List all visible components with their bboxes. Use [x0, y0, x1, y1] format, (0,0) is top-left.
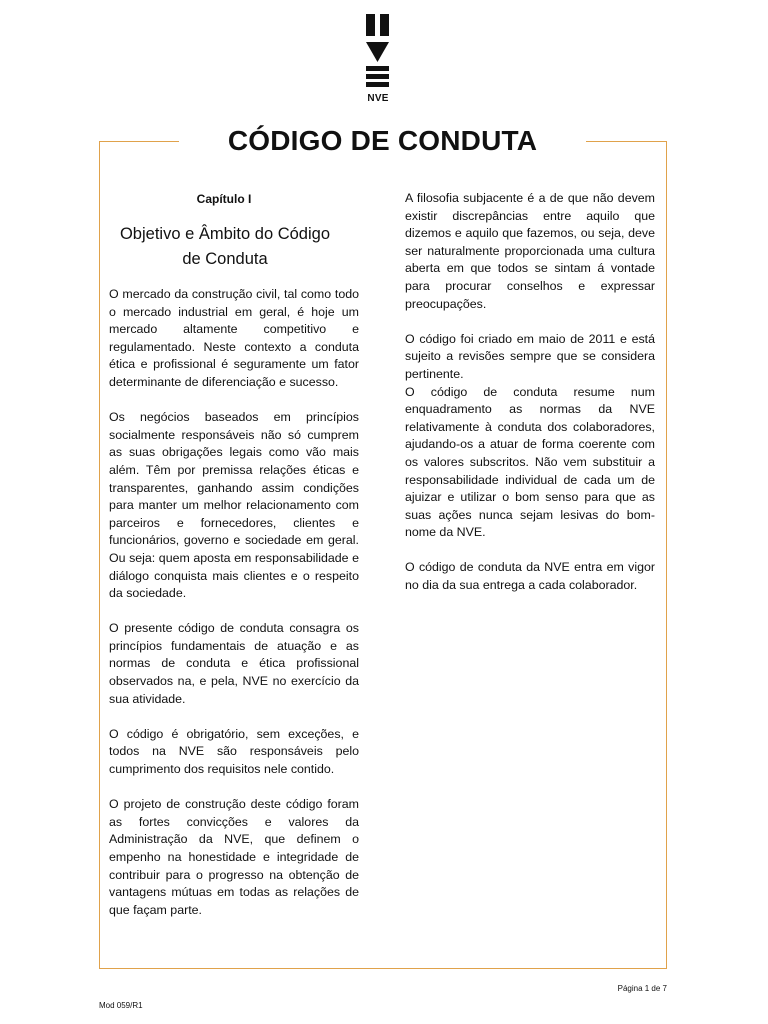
section-heading [109, 222, 359, 272]
right-column [405, 190, 655, 612]
paragraph: O presente código de conduta consagra os princípios fundamentais de atuação e as normas de conduta e ética profissional observados na, e pela, NVE no exercício da sua atividade. [109, 621, 359, 706]
paragraph: A filosofia subjacente é a de que não devem existir discrepâncias entre aquilo que dizemos e aquilo que fazemos, ou seja, deve ser naturalmente proporcionada uma cultura aberta em que todos se sintam á vontade para procurar conselhos e expressar preocupações. [405, 191, 655, 311]
logo-text: NVE [367, 93, 389, 104]
paragraph: O código foi criado em maio de 2011 e está sujeito a revisões sempre que se considera pertinente. [405, 331, 655, 381]
document-title: CÓDIGO DE CONDUTA [227, 125, 538, 156]
frame-top-right-rule [586, 141, 667, 142]
paragraph: Os negócios baseados em princípios socialmente responsáveis não só cumprem as suas obrigações legais como vão mais além. Têm por premissa relações éticas e transparentes, ganhando assim condições para manter um melhor relacionamento com parceiros e fornecedores, clientes e funcionários, governo e sociedade em geral. Ou seja: quem aposta em responsabilidade e diálogo conquista mais clientes e o respeito da sociedade. [109, 410, 359, 601]
nve-logo-icon [364, 14, 392, 94]
paragraph: O código de conduta da NVE entra em vigor no dia da sua entrega a cada colaborador. [405, 560, 655, 593]
form-code: Mod 059/R1 [99, 1001, 143, 1010]
paragraph: O projeto de construção deste código foram as fortes convicções e valores da Administração da NVE, que definem o empenho na honestidade e integridade de contribuir para o progresso na obtenção de vantagens mútuas em todas as relações de que façam parte. [109, 797, 359, 917]
section-heading-line-1: Objetivo e Âmbito do Código [119, 225, 331, 243]
chapter-label: Capítulo I [196, 192, 252, 206]
page-number: Página 1 de 7 [617, 984, 667, 993]
section-heading-line-2: de Conduta [182, 250, 268, 268]
nve-logo [364, 14, 392, 104]
paragraph: O código é obrigatório, sem exceções, e todos na NVE são responsáveis pelo cumprimento dos requisitos nele contido. [109, 726, 359, 777]
paragraph: O mercado da construção civil, tal como todo o mercado industrial em geral, é hoje um mercado altamente competitivo e regulamentado. Neste contexto a conduta ética e profissional é seguramente um fator determinante de diferenciação e sucesso. [109, 287, 359, 389]
left-column [109, 190, 359, 937]
paragraph: O código de conduta resume num enquadramento as normas da NVE relativamente à conduta dos colaboradores, ajudando-os a atuar de forma coerente com os valores subscritos. Não vem substituir a responsabilidade individual de cada um de ajuizar e utilizar o bom senso para que as suas ações nunca sejam lesivas do bom-nome da NVE. [405, 384, 655, 540]
frame-top-left-rule [99, 141, 179, 142]
